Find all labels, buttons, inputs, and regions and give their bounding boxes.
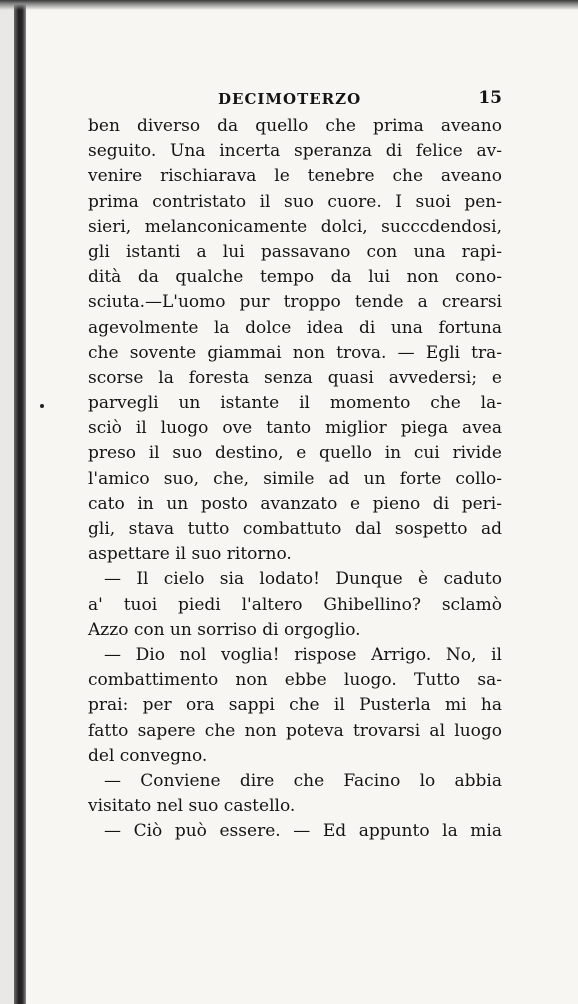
page-left-margin (0, 0, 14, 1004)
page-number: 15 (478, 88, 502, 108)
text-line: — Dio nol voglia! rispose Arrigo. No, il (104, 644, 502, 665)
text-line: sciuta.—L'uomo pur troppo tende a crearsi (88, 292, 502, 313)
text-line: dità da qualche tempo da lui non cono- (88, 267, 502, 288)
page-top-edge (0, 0, 578, 10)
text-line: prima contristato il suo cuore. I suoi pen- (88, 191, 502, 212)
text-line: — Ciò può essere. — Ed appunto la mia (104, 821, 502, 842)
page-header (88, 88, 502, 114)
text-line: — Il cielo sia lodato! Dunque è caduto (104, 569, 502, 590)
text-line: gli, stava tutto combattuto dal sospetto ad (88, 519, 502, 539)
ink-speck (40, 404, 44, 408)
text-line: — Conviene dire che Facino lo abbia (104, 770, 502, 791)
text-line: sieri, melanconicamente dolci, succcdendosi, (88, 216, 502, 237)
book-binding-edge (14, 0, 26, 1004)
text-line: a' tuoi piedi l'altero Ghibellino? sclamò (88, 594, 502, 615)
text-line: prai: per ora sappi che il Pusterla mi ha (88, 695, 502, 716)
text-line: fatto sapere che non poteva trovarsi al luogo (88, 720, 502, 741)
text-line: combattimento non ebbe luogo. Tutto sa- (88, 670, 502, 691)
text-line: del convegno. (88, 745, 208, 766)
text-line: che sovente giammai non trova. — Egli tra- (88, 342, 502, 363)
text-line: venire rischiarava le tenebre che aveano (88, 166, 502, 187)
text-line: visitato nel suo castello. (88, 796, 296, 817)
text-line: sciò il luogo ove tanto miglior piega avea (88, 418, 502, 439)
text-line: aspettare il suo ritorno. (88, 544, 292, 565)
text-line: agevolmente la dolce idea di una fortuna (88, 317, 502, 338)
text-line: preso il suo destino, e quello in cui rivide (88, 443, 502, 464)
text-line: parvegli un istante il momento che la- (88, 393, 502, 414)
text-line: ben diverso da quello che prima aveano (88, 116, 502, 136)
text-line: scorse la foresta senza quasi avvedersi; e (88, 367, 502, 388)
book-page (88, 88, 502, 844)
text-line: cato in un posto avanzato e pieno di peri- (88, 493, 502, 514)
text-line: gli istanti a lui passavano con una rapi- (88, 241, 502, 262)
body-text (88, 114, 502, 844)
running-title: DECIMOTERZO (218, 90, 362, 108)
text-line: Azzo con un sorriso di orgoglio. (88, 619, 361, 640)
text-line: l'amico suo, che, simile ad un forte collo- (88, 468, 502, 489)
text-line: seguito. Una incerta speranza di felice av- (88, 141, 502, 162)
